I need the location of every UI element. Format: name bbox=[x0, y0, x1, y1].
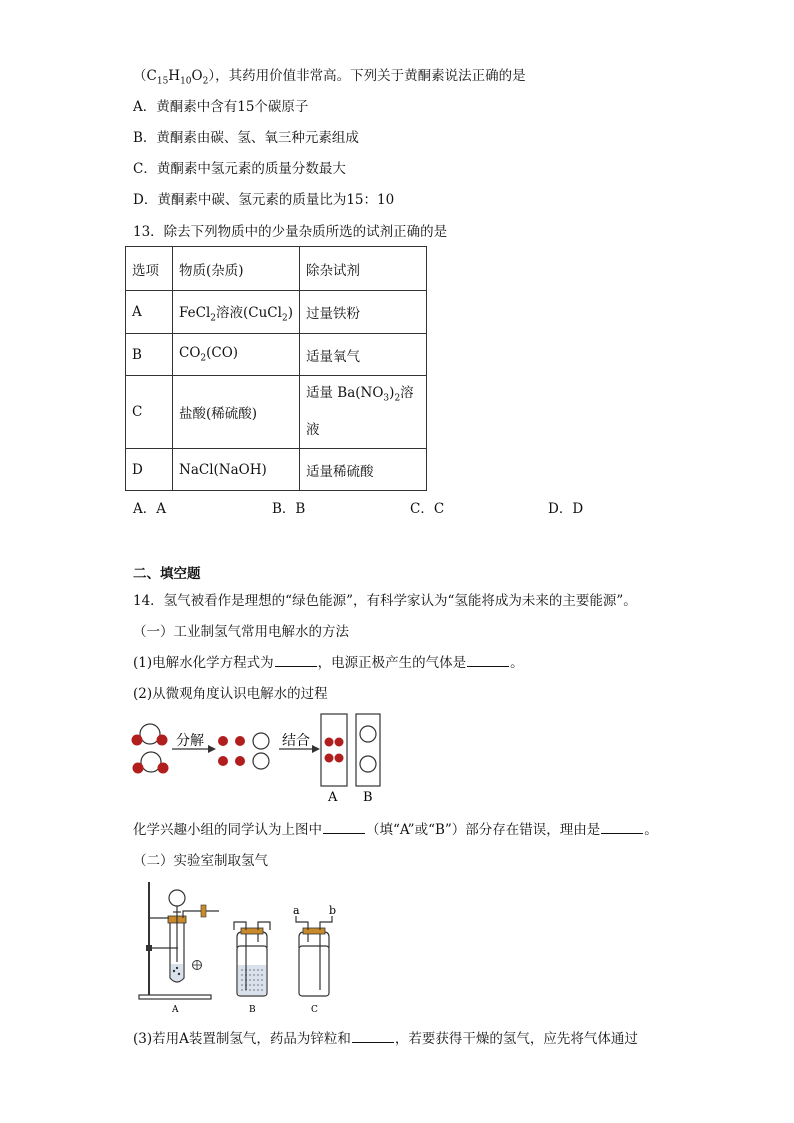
table-cell-substance: FeCl$_2$溶液(CuCl$_2$) bbox=[173, 291, 300, 334]
box-a-label: A bbox=[328, 790, 338, 805]
decompose-label: 分解 bbox=[176, 733, 204, 749]
apparatus-c bbox=[296, 916, 332, 996]
lab-apparatus-diagram bbox=[133, 878, 353, 1018]
combine-label: 结合 bbox=[282, 733, 310, 749]
box-b-label: B bbox=[363, 790, 373, 805]
table-header: 选项 bbox=[126, 247, 173, 291]
table-cell-reagent: 过量铁粉 bbox=[300, 291, 427, 334]
table-cell-option: D bbox=[126, 449, 173, 491]
tube-label-b: b bbox=[329, 904, 337, 917]
answer-blank[interactable] bbox=[275, 654, 317, 667]
part1-title: （一）工业制氢气常用电解水的方法 bbox=[133, 624, 349, 640]
box-a bbox=[321, 714, 347, 786]
q12-option-d: D．黄酮素中碳、氢元素的质量比为15：10 bbox=[133, 192, 395, 208]
table-cell-option: C bbox=[126, 376, 173, 449]
hydrogen-atom bbox=[218, 756, 228, 766]
q12-option-a: A．黄酮素中含有15个碳原子 bbox=[133, 99, 309, 115]
apparatus-a-label: A bbox=[172, 1005, 179, 1015]
table-row bbox=[126, 334, 427, 376]
oxygen-atom bbox=[253, 733, 269, 749]
answer-blank[interactable] bbox=[323, 821, 365, 834]
apparatus-c-label: C bbox=[311, 1005, 318, 1015]
table-cell-option: A bbox=[126, 291, 173, 334]
answer-option-c: C．C bbox=[410, 501, 445, 517]
table-header: 除杂试剂 bbox=[300, 247, 427, 291]
table-header: 物质(杂质) bbox=[173, 247, 300, 291]
table-row bbox=[126, 376, 427, 449]
table-row bbox=[126, 291, 427, 334]
q14-conclusion: 化学兴趣小组的同学认为上图中 （填“A”或“B”）部分存在错误，理由是 。 bbox=[133, 822, 658, 838]
table-cell-reagent: 适量稀硫酸 bbox=[300, 449, 427, 491]
box-b bbox=[356, 714, 380, 786]
hydrogen-atom bbox=[235, 736, 245, 746]
electrolysis-diagram bbox=[126, 710, 396, 806]
answer-option-d: D．D bbox=[548, 501, 584, 517]
q12-option-b: B．黄酮素由碳、氢、氧三种元素组成 bbox=[133, 130, 359, 146]
answer-option-a: A．A bbox=[133, 501, 166, 517]
q13-answer-options bbox=[133, 497, 693, 515]
q13-stem: 13．除去下列物质中的少量杂质所选的试剂正确的是 bbox=[133, 224, 448, 240]
water-molecule bbox=[132, 724, 168, 746]
apparatus-b-label: B bbox=[249, 1005, 256, 1015]
section-title: 二、填空题 bbox=[133, 566, 201, 582]
q13-table bbox=[125, 246, 427, 491]
table-cell-reagent: 适量 $Ba(NO_3)_2$溶 液 bbox=[300, 376, 427, 449]
q12-option-c: C．黄酮素中氢元素的质量分数最大 bbox=[133, 161, 346, 177]
answer-blank[interactable] bbox=[467, 654, 509, 667]
hydrogen-atom bbox=[218, 736, 228, 746]
hydrogen-atom bbox=[235, 756, 245, 766]
oxygen-atom bbox=[253, 753, 269, 769]
answer-option-b: B．B bbox=[272, 501, 306, 517]
table-cell-option: B bbox=[126, 334, 173, 376]
answer-blank[interactable] bbox=[601, 821, 643, 834]
apparatus-a bbox=[139, 882, 219, 999]
table-cell-substance: 盐酸(稀硫酸) bbox=[173, 376, 300, 449]
answer-blank[interactable] bbox=[352, 1030, 394, 1043]
water-molecule bbox=[133, 752, 169, 774]
q14-part1-question: (1)电解水化学方程式为 ，电源正极产生的气体是 。 bbox=[133, 655, 524, 671]
table-cell-reagent: 适量氧气 bbox=[300, 334, 427, 376]
q14-part2-question: (2)从微观角度认识电解水的过程 bbox=[133, 686, 328, 702]
part2-title: （二）实验室制取氢气 bbox=[133, 853, 268, 869]
q12-stem: $(C_{15}H_{10}O_2)$，其药用价值非常高。下列关于黄酮素说法正确的是 bbox=[133, 68, 526, 87]
q14-part3-question: (3)若用A装置制氢气，药品为锌粒和 ，若要获得干燥的氢气，应先将气体通过 bbox=[133, 1031, 638, 1047]
q14-stem: 14．氢气被看作是理想的“绿色能源”，有科学家认为“氢能将成为未来的主要能源”。 bbox=[133, 593, 637, 609]
table-cell-substance: NaCl(NaOH) bbox=[173, 449, 300, 491]
table-row bbox=[126, 449, 427, 491]
tube-label-a: a bbox=[293, 904, 300, 917]
apparatus-b bbox=[234, 922, 270, 996]
table-cell-substance: $CO_2(CO)$ bbox=[173, 334, 300, 376]
